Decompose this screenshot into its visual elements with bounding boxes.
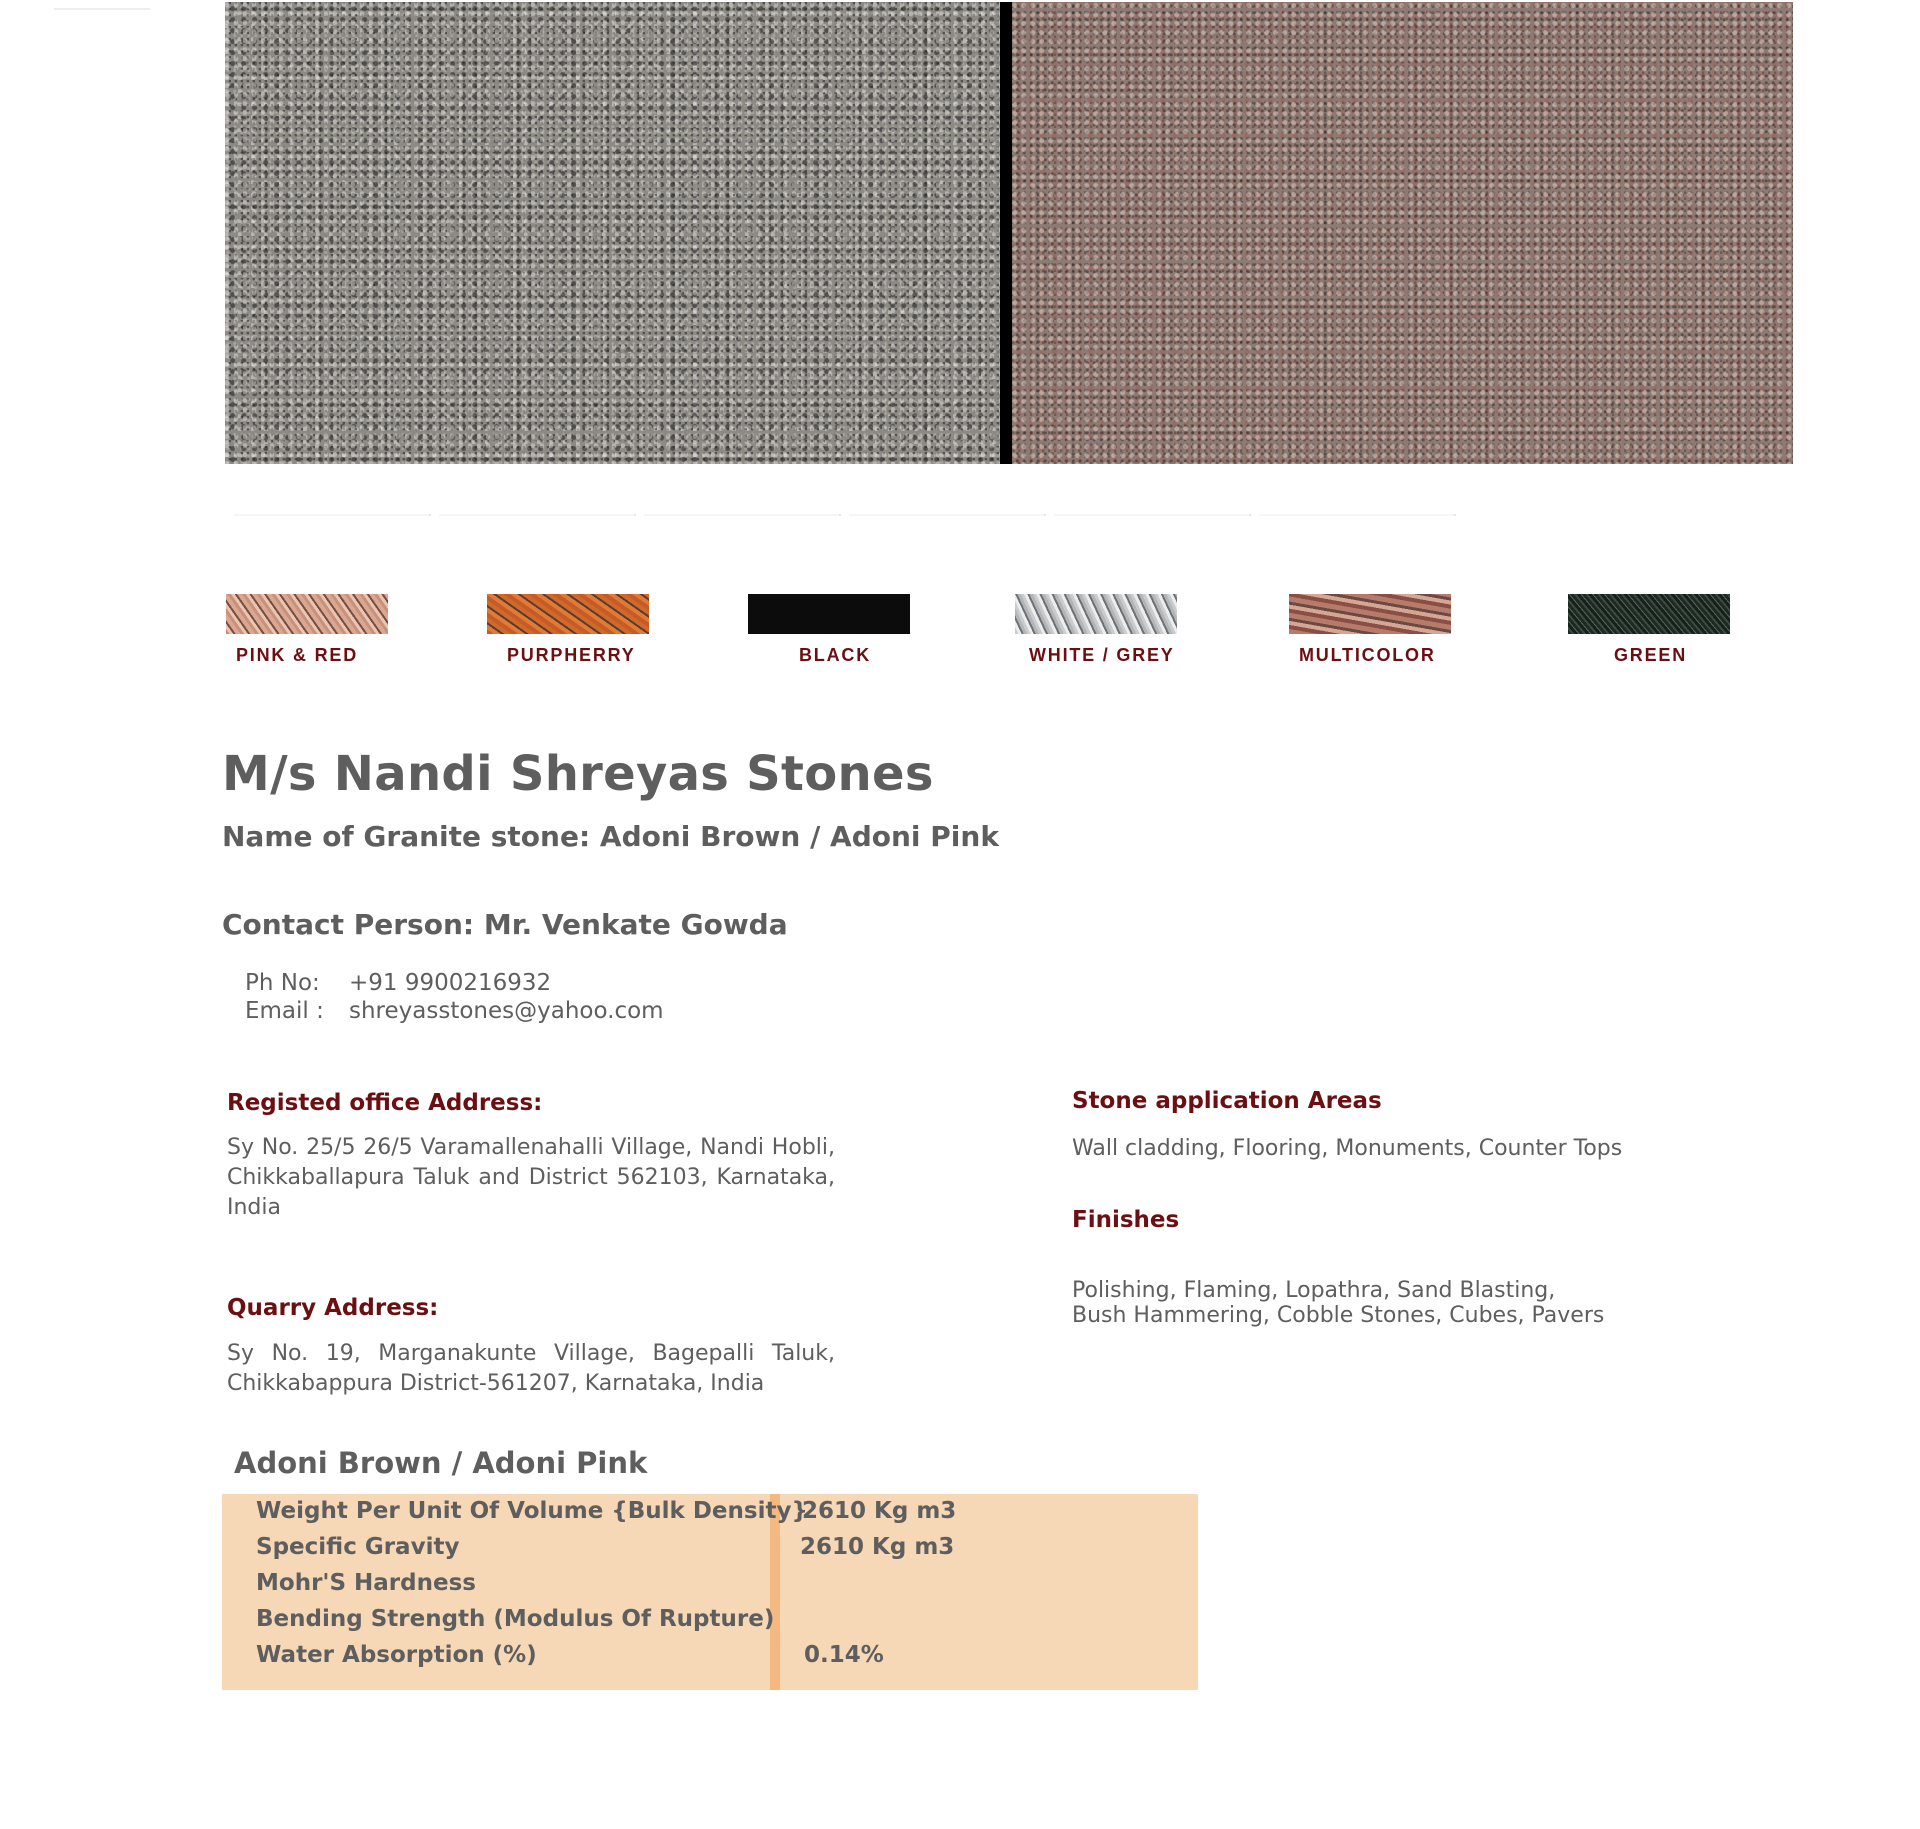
quarry-address-text: Sy No. 19, Marganakunte Village, Bagepalli Taluk, Chikkabappura District-561207, Karnataka, India [227, 1341, 835, 1396]
company-name: M/s Nandi Shreyas Stones [222, 746, 934, 802]
applications-title: Stone application Areas [1072, 1088, 1382, 1114]
property-name: Specific Gravity [256, 1534, 460, 1560]
phone-label: Ph No: [245, 970, 320, 996]
property-value: 2610 Kg m3 [802, 1498, 957, 1524]
finishes-title: Finishes [1072, 1207, 1180, 1233]
gallery-divider [1000, 2, 1012, 464]
property-value: 0.14% [804, 1642, 884, 1668]
table-row [222, 1530, 1198, 1566]
contact-person: Contact Person: Mr. Venkate Gowda [222, 908, 788, 941]
email-address[interactable]: shreyasstones@yahoo.com [349, 998, 664, 1024]
phone-number[interactable]: +91 9900216932 [349, 970, 552, 996]
table-row [222, 1602, 1198, 1638]
purpherry-swatch-icon[interactable] [487, 594, 649, 634]
email-label: Email : [245, 998, 324, 1024]
category-black[interactable]: BLACK [799, 645, 871, 665]
properties-table [222, 1494, 1198, 1690]
category-white-grey[interactable]: WHITE / GREY [1029, 645, 1175, 665]
black-swatch-icon[interactable] [748, 594, 910, 634]
category-purpherry[interactable]: PURPHERRY [507, 645, 636, 665]
applications-text: Wall cladding, Flooring, Monuments, Counter Tops [1072, 1136, 1623, 1161]
grey-granite-image[interactable] [225, 2, 1000, 464]
email-row [245, 998, 664, 1024]
white-grey-swatch-icon[interactable] [1015, 594, 1177, 634]
category-pink-red[interactable]: PINK & RED [236, 645, 359, 665]
multicolor-swatch-icon[interactable] [1289, 594, 1451, 634]
pink-red-swatch-icon[interactable] [226, 594, 388, 634]
table-row [222, 1494, 1198, 1530]
table-row [222, 1566, 1198, 1602]
property-name: Weight Per Unit Of Volume {Bulk Density} [256, 1498, 808, 1524]
green-swatch-icon[interactable] [1568, 594, 1730, 634]
quarry-address-title: Quarry Address: [227, 1295, 439, 1321]
table-row [222, 1638, 1198, 1674]
logo[interactable] [54, 0, 150, 10]
stone-name: Name of Granite stone: Adoni Brown / Adoni Pink [222, 820, 999, 853]
property-name: Bending Strength (Modulus Of Rupture) [256, 1606, 775, 1632]
phone-row [245, 970, 551, 996]
property-name: Mohr'S Hardness [256, 1570, 476, 1596]
finishes-line-2: Bush Hammering, Cobble Stones, Cubes, Pavers [1072, 1303, 1605, 1328]
faint-divider-strip [230, 500, 1460, 530]
property-name: Water Absorption (%) [256, 1642, 537, 1668]
category-green[interactable]: GREEN [1614, 645, 1688, 665]
category-multicolor[interactable]: MULTICOLOR [1299, 645, 1436, 665]
finishes-line-1: Polishing, Flaming, Lopathra, Sand Blasting, [1072, 1278, 1556, 1303]
office-address-title: Registed office Address: [227, 1090, 543, 1116]
hero-gallery [225, 2, 1793, 464]
finishes-text [1072, 1278, 1732, 1328]
adoni-brown-granite-image[interactable] [1012, 2, 1793, 464]
properties-title: Adoni Brown / Adoni Pink [234, 1446, 648, 1480]
office-address-text: Sy No. 25/5 26/5 Varamallenahalli Village, Nandi Hobli, Chikkaballapura Taluk and District 562103, Karnataka, India [227, 1135, 835, 1220]
property-value: 2610 Kg m3 [800, 1534, 955, 1560]
